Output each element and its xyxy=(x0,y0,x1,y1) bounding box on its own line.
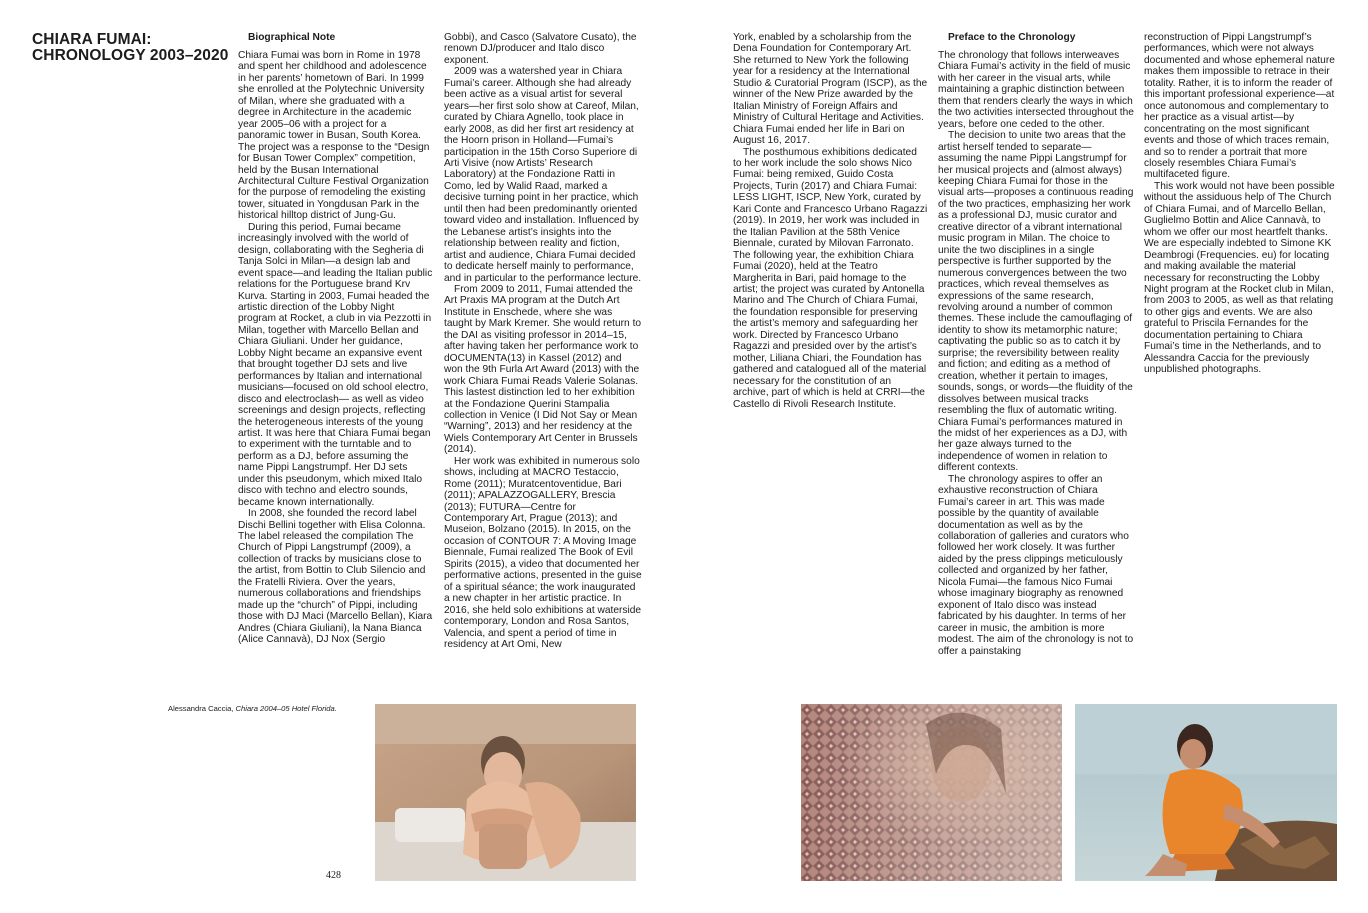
text-line: as renowned exponent of Italo disco xyxy=(938,588,1124,611)
text-line: in the visual arts—proposes a continuous xyxy=(938,175,1108,199)
text-line: at waterside contemporary, London and xyxy=(444,604,642,628)
text-line: those with DJ Maci (Marcello Bellan), xyxy=(238,611,406,623)
text-line: as well as video screenings and design xyxy=(238,393,424,417)
text-line: documented and whose ephemeral xyxy=(1144,54,1304,66)
text-line: themes. These include the camouflaging xyxy=(938,313,1121,325)
text-line: to different contexts. xyxy=(938,450,1108,474)
text-line: Bellan and Chiara Giuliani. Under her xyxy=(238,324,419,348)
text-line: them that renders clearly the ways in xyxy=(938,95,1104,107)
text-line: collection in Venice (I Did Not Say or xyxy=(444,409,609,421)
text-line: was a response to the “Design for Busan xyxy=(238,141,430,165)
text-line: di Rivoli Research Institute. xyxy=(772,398,897,410)
text-line: documentation as well as by the xyxy=(938,519,1083,531)
text-line: public relations for the Portuguese xyxy=(238,267,433,291)
text-line: won the 9th Furla Art Award (2013) with the xyxy=(444,364,640,376)
text-line: August 16, 2017. xyxy=(733,135,811,147)
text-line: international music program in Milan. The xyxy=(938,221,1123,245)
text-line: between reality and fiction; and editing as xyxy=(938,347,1120,371)
text-line: Dena Foundation for Contemporary Art. xyxy=(733,43,912,55)
text-line: Lobby Night program at the Rocket club xyxy=(1144,272,1320,295)
text-line: Muratcentoventidue, Bari (2011); xyxy=(444,478,622,502)
text-line: Fumai realized The Book of Evil Spirits xyxy=(444,547,633,570)
text-line: which the two activities intersected xyxy=(938,95,1133,119)
photo-woman-in-orange-dress-crouching xyxy=(1075,704,1337,881)
text-line: exhaustive reconstruction of Chiara xyxy=(938,485,1098,497)
text-line: Como, led by Walid Raad, marked a xyxy=(444,180,608,192)
text-line: made up the “church” of Pippi, including xyxy=(238,599,418,611)
text-line: experience—at once autonomous and xyxy=(1144,89,1335,112)
text-line: year for a residency at the International xyxy=(733,66,910,78)
text-line: was instead fabricated by his daughter. xyxy=(938,599,1097,623)
text-line: to whom we offer our most heartfelt xyxy=(1144,215,1321,238)
text-line: Ministry of Cultural Heritage and Activities. xyxy=(733,112,924,124)
text-line: taught by Mark Kremer. She would return xyxy=(444,318,630,330)
text-line: maintaining a graphic distinction between xyxy=(938,84,1125,96)
text-line: Studio & Curatorial Program (ISCP), as the xyxy=(733,77,928,89)
text-line: APALAZZOGALLERY, Brescia (2013); xyxy=(444,490,616,513)
chronology-title xyxy=(32,32,232,64)
text-line: district of Jung-Gu. xyxy=(310,210,396,222)
text-line: Ragazzi (2019). In 2019, her work was xyxy=(733,203,928,227)
text-line: the numerous convergences between the xyxy=(938,256,1112,279)
text-line: exhibition Chiara Fumai (2020), held at the xyxy=(733,249,914,273)
paragraph xyxy=(444,66,642,284)
text-line: to the performance lecture. xyxy=(519,272,642,284)
text-line: From 2009 to 2011, Fumai attended xyxy=(454,283,616,295)
text-line: 2009 was a watershed year in Chiara xyxy=(454,66,623,78)
text-line: increasingly involved with the world of xyxy=(238,233,409,245)
text-line: to dOCUMENTA(13) in Kassel (2012) and xyxy=(444,341,639,364)
paragraph xyxy=(733,147,928,410)
text-line: decisive turning point in her practice, xyxy=(444,192,610,204)
caption-author: Alessandra Caccia, xyxy=(168,704,236,713)
paragraph xyxy=(238,222,433,508)
text-line: two practices, which reveal themselves xyxy=(938,267,1127,291)
text-line: pseudonym, which mixed Italo disco xyxy=(238,473,423,497)
text-line: Art Institute in Enschede, where she was xyxy=(444,295,620,318)
text-line: catalogued all of the material necessary xyxy=(733,364,927,387)
text-line: as a DJ, with her gaze always turned to xyxy=(938,427,1128,451)
caption-work-title: Chiara 2004–05 Hotel Florida. xyxy=(235,704,337,713)
text-line: 1978 and spent her childhood and xyxy=(238,50,421,73)
text-line: Kiara Andres (Chiara Giuliani), la Nana xyxy=(238,611,433,634)
text-line: meticulously collected and organized xyxy=(938,553,1123,577)
paragraph xyxy=(444,32,642,66)
text-line: school electro, disco and electroclash— xyxy=(238,382,429,405)
text-line: This work would not have been possible xyxy=(1154,180,1335,192)
text-line: Chiara Fumai’s activity in the field of music xyxy=(938,61,1131,73)
text-line: (2015). In 2015, on the occasion of xyxy=(444,524,631,547)
text-line: oriented toward video and installation. xyxy=(444,203,638,227)
text-line: work Chiara Fumai Reads Valerie Solanas. xyxy=(444,375,639,387)
text-line: traces remain, and so to render a portrait xyxy=(1144,135,1330,158)
text-line: reader of this important professional xyxy=(1144,77,1333,101)
text-line: FUTURA—Centre for Contemporary Art, xyxy=(444,501,576,525)
text-line: Gobbi), and Casco (Salvatore Cusato), xyxy=(444,32,620,43)
text-line: unpublished photographs. xyxy=(1144,364,1262,376)
paragraph xyxy=(938,474,1134,657)
text-line: catch it by surprise; the reversibility xyxy=(938,336,1121,359)
text-line: di Tanja Solci in Milan—a design lab and xyxy=(238,244,424,268)
text-line: always) keeping Chiara Fumai for those xyxy=(938,164,1123,187)
text-line: Farronato. The following year, the xyxy=(733,238,914,261)
text-line: curator and creative director of a vibrant xyxy=(938,210,1117,233)
text-line: tracks resembling the flux of automatic xyxy=(938,393,1089,417)
text-line: of Chiara Fumai, and of Marcello Bellan, xyxy=(1144,203,1326,215)
text-line: Fumai’s career. Although she had already xyxy=(444,77,632,89)
text-line: During this period, Fumai became xyxy=(248,221,401,233)
text-line: collaboration of galleries and curators xyxy=(938,531,1108,543)
text-line: a method of creation, whether it pertain xyxy=(938,359,1111,382)
text-line: Polytechnic University of Milan, xyxy=(238,84,425,107)
text-line: ambition is more modest. The aim of the xyxy=(938,622,1105,646)
text-line: sets and live performances by Italian and xyxy=(238,359,408,382)
text-line: at the Wiels Contemporary Art Center in xyxy=(444,421,633,444)
text-line: insights into the relationship between xyxy=(444,226,612,250)
text-line: Fumai’s multifaceted figure. xyxy=(1144,157,1297,181)
text-line: Yongdusan Park in the historical hilltop xyxy=(238,198,420,222)
text-line: Bianca (Alice Cannavà), DJ Nox (Sergio xyxy=(238,622,422,646)
text-line: complementary to her practice as a visual xyxy=(1144,100,1329,124)
text-line: throughout the years, before one ceded to xyxy=(938,107,1134,130)
text-line: at MACRO Testaccio, Rome (2011); xyxy=(444,467,619,490)
text-line: 2005–06 with a project for a panoramic xyxy=(238,118,387,142)
text-line: Influenced by the Lebanese artist’s xyxy=(444,215,639,238)
text-line: design, collaborating with the Segheria xyxy=(238,244,413,256)
text-line: headed the artistic direction of the Lobby xyxy=(238,290,430,313)
text-line: at the Fondazione Querini Stampalia xyxy=(444,398,610,410)
text-line: Busan International Architectural Culture xyxy=(238,164,379,187)
text-line: years—her first solo show at Careof, Milan, xyxy=(444,100,639,112)
text-line: that more closely resembles Chiara xyxy=(1144,146,1308,169)
text-column-3 xyxy=(733,32,928,410)
text-line: the Art Praxis MA program at the Dutch xyxy=(444,283,633,307)
text-line: numerous collaborations and friendships xyxy=(238,588,421,600)
text-line: known internationally. xyxy=(277,496,375,508)
text-line: the other. xyxy=(1062,118,1105,130)
text-line: Night program at Rocket, a club in via xyxy=(238,301,395,325)
text-line: which until then had been predominantly xyxy=(444,192,639,215)
text-line: Nico Fumai whose imaginary biography xyxy=(938,576,1113,600)
text-line: York, enabled by a scholarship from the xyxy=(733,32,912,43)
text-line: nature makes them impossible to retrace xyxy=(1144,54,1335,78)
text-line: Church of Pippi Langstrumpf (2009), a xyxy=(238,542,411,554)
text-line: to the artist; the project was curated by xyxy=(733,272,907,295)
text-line: reality and fiction, artist and audience, xyxy=(444,238,620,261)
text-line: in their totality. Rather, it is to inform the xyxy=(1144,66,1330,89)
text-line: CONTOUR 7: A Moving Image Biennale, xyxy=(444,535,637,559)
text-line: in Architecture in the academic year xyxy=(238,107,412,130)
text-line: without the assiduous help of The Church xyxy=(1144,192,1332,204)
text-line: She returned to New York the following xyxy=(733,54,909,66)
paragraph xyxy=(733,32,928,147)
text-line: chronology is not to offer a painstaking xyxy=(938,634,1134,657)
text-line: The label released the compilation The xyxy=(238,531,414,543)
text-line: over by the artist’s mother, Liliana Chiari, xyxy=(733,341,917,364)
text-line: exponent. xyxy=(444,54,489,66)
text-line: Fumai’s career in art. This was made xyxy=(938,496,1105,508)
text-line: of which is held at CRRI—the Castello xyxy=(733,387,925,410)
text-line: reading of the two practices, emphasizing xyxy=(938,187,1134,210)
text-line: Teatro Margherita in Bari, paid homage xyxy=(733,261,878,284)
text-line: included in the Italian Pavilion at the 58th xyxy=(733,215,920,238)
text-line: Alessandra Caccia for the previously xyxy=(1144,352,1310,364)
text-column-4 xyxy=(938,32,1134,657)
text-line: participation in the 15th Corso Superiore xyxy=(444,146,627,158)
text-line: numerous solo shows, including xyxy=(444,455,640,479)
text-line: interests of the young artist. It was here xyxy=(238,416,424,439)
text-line: safeguarding her work. Directed by xyxy=(733,318,919,341)
text-line: Pezzotti in Milan, together with Marcello xyxy=(238,313,432,336)
text-line: artist—by concentrating on the most xyxy=(1144,112,1295,135)
text-line: performative actions, presented in the xyxy=(444,570,615,582)
text-line: where she graduated with a degree xyxy=(238,95,405,119)
text-line: are also grateful to Priscila Fernandes for xyxy=(1144,306,1313,330)
text-line: This lastest distinction led to her exhibition xyxy=(444,387,635,399)
text-line: nature; captivating the public so as to xyxy=(938,324,1118,348)
text-line: Fumai’s time in the Netherlands, and to xyxy=(1144,341,1322,353)
text-line: Dischi Bellini together with Elisa Colonna. xyxy=(238,519,426,531)
text-line: further aided by the press clippings xyxy=(938,542,1116,565)
text-line: Simone KK Deambrogi (Frequencies. xyxy=(1144,238,1332,261)
text-line: Prague (2013); and Museion, Bolzano xyxy=(444,513,618,536)
text-column-1 xyxy=(238,32,433,646)
paragraph xyxy=(938,50,1134,130)
text-line: by Kari Conte and Francesco Urbano xyxy=(733,192,921,215)
text-line: practice. In 2016, she held solo exhibitions xyxy=(444,593,622,616)
text-line: remodeling the existing tower, situated in xyxy=(238,187,426,210)
text-line: to her work include the solo shows Nico xyxy=(733,157,912,169)
text-column-5 xyxy=(1144,32,1338,376)
photo-woman-through-patterned-screen xyxy=(801,704,1062,881)
text-line: with the turntable and to perform as a xyxy=(238,439,412,462)
text-line: curated by Chiara Agnello, took place in xyxy=(444,112,624,124)
text-line: of time in residency at Art Omi, New xyxy=(444,627,617,651)
text-line: fluidity of the dissolves between musical xyxy=(938,382,1133,405)
text-line: In terms of her career in music, the xyxy=(938,611,1127,634)
text-line: Rosa Santos, Valencia, and spent a period xyxy=(444,616,630,639)
photo-woman-hugging-knees xyxy=(375,704,636,881)
title-line-1: CHIARA FUMAI: xyxy=(32,31,152,48)
text-line: The chronology that follows interweaves xyxy=(938,50,1120,61)
text-line: that Chiara Fumai began to experiment xyxy=(238,427,431,451)
biographical-note-heading: Biographical Note xyxy=(248,32,336,43)
text-line: Chiara Fumai decided to dedicate herself xyxy=(444,249,636,273)
text-line: possible by the quantity of available xyxy=(938,508,1099,520)
text-line: been active as a visual artist for several xyxy=(444,89,623,101)
text-line: writing. Chiara Fumai’s performances xyxy=(938,405,1117,428)
text-line: Projects, Turin (2017) and Chiara Fumai: xyxy=(733,180,918,192)
text-line: performances, which were not always xyxy=(1144,43,1314,55)
text-line: material necessary for reconstructing the xyxy=(1144,261,1296,284)
text-line: by her father, Nicola Fumai—the famous xyxy=(938,565,1108,588)
text-line: di Arti Visive (now Artists’ Research xyxy=(444,146,638,169)
paragraph xyxy=(238,50,433,222)
text-line: to the artist, from Bottin to Club Silencio xyxy=(238,553,422,577)
text-line: the documentation pertaining to Chiara xyxy=(1144,318,1309,341)
text-line: Festival Organization for the purpose of xyxy=(238,175,429,199)
text-line: (2015), a video that documented her xyxy=(475,558,640,570)
text-line: matured in the midst of her experiences xyxy=(938,416,1123,439)
text-line: who followed her work closely. It was xyxy=(938,531,1129,554)
text-line: revolving around a number of common xyxy=(938,301,1113,313)
text-line: Tower Complex” competition, held by the xyxy=(238,153,416,176)
text-line: as expressions of the same research, xyxy=(938,279,1110,302)
text-line: for her musical projects and (almost xyxy=(938,153,1127,176)
text-line: Fumai: being remixed, Guido Costa xyxy=(733,169,894,181)
text-line: mainly to performance, and in particular xyxy=(444,261,634,284)
title-line-2: CHRONOLOGY 2003–2020 xyxy=(32,47,229,64)
text-line: brand Krv Kurva. Starting in 2003, Fumai xyxy=(238,279,411,302)
text-line: reconstruction of Pippi Langstrumpf’s xyxy=(1144,32,1312,43)
text-line: winner of the New Prize awarded by xyxy=(733,89,897,101)
text-line: Chiara Fumai was born in Rome in xyxy=(238,50,395,61)
text-line: thanks. We are especially indebted to xyxy=(1144,226,1328,250)
text-line: Venice Biennale, curated by Milovan xyxy=(733,226,901,250)
text-line: assuming the name Pippi Langstrumpf xyxy=(938,153,1112,165)
paragraph xyxy=(1144,181,1338,376)
text-line: the renown DJ/producer and Italo disco xyxy=(444,32,637,55)
text-line: In 2008, she founded the record label xyxy=(248,508,417,520)
text-line: Antonella Marino and The Church of xyxy=(733,283,925,307)
text-line: choice to unite the two disciplines in a xyxy=(938,233,1110,256)
text-line: Langstrumpf. Her DJ sets under this xyxy=(238,462,408,485)
text-line: significant events and those of which xyxy=(1144,123,1310,147)
text-line: Francesco Urbano Ragazzi and presided xyxy=(733,329,899,353)
text-line: Chiara Fumai, the foundation responsible xyxy=(733,295,918,318)
text-line: tower in Busan, South Korea. The project xyxy=(238,130,421,153)
text-line: inaugurated a new chapter in her artistic xyxy=(444,581,636,605)
text-line: in Milan, from 2003 to 2005, as well as xyxy=(1144,283,1334,307)
text-line: Her work was exhibited in xyxy=(454,455,571,467)
paragraph xyxy=(444,456,642,651)
text-line: at the Hoorn prison in Holland—Fumai’s xyxy=(444,123,634,147)
text-line: the Foundation has gathered and xyxy=(733,352,922,376)
text-line: single perspective is further supported by xyxy=(938,244,1095,268)
paragraph xyxy=(1144,32,1338,181)
preface-heading: Preface to the Chronology xyxy=(948,32,1076,43)
text-line: Brussels (2014). xyxy=(444,432,638,456)
paragraph xyxy=(938,130,1134,474)
text-line: with techno and electro sounds, became xyxy=(238,485,408,508)
text-line: guise of a spiritual séance; the work xyxy=(444,570,642,593)
text-line: event space—and leading the Italian xyxy=(238,267,403,279)
text-line: after having taken her performance work xyxy=(444,341,627,353)
text-line: Mean “Warning”, 2013) and her residency xyxy=(444,409,638,433)
text-line: The posthumous exhibitions dedicated xyxy=(743,146,917,158)
text-line: of Bari. In 1999 she enrolled at the xyxy=(238,72,424,96)
text-line: LESS LIGHT, ISCP, New York, curated xyxy=(733,192,908,204)
text-line: projects, reflecting the heterogeneous xyxy=(238,405,426,428)
paragraph xyxy=(238,508,433,645)
text-column-2 xyxy=(444,32,642,650)
text-line: and the Fratelli Riviera. Over the years, xyxy=(238,565,426,588)
text-line: with her career in the visual arts, while xyxy=(938,72,1111,84)
text-line: international musicians—focused on old xyxy=(238,370,423,394)
text-line: collection of tracks by musicians close xyxy=(238,553,411,565)
text-line: of identity to show its metamorphic xyxy=(938,313,1133,336)
text-line: DJ, before assuming the name Pippi xyxy=(238,450,409,474)
text-line: for preserving the artist’s memory and xyxy=(733,306,918,330)
text-line: the independence of women in relation xyxy=(938,439,1097,462)
text-line: that relating to other gigs and events. We xyxy=(1144,295,1334,318)
text-line: to the DAI as visiting professor in 2014–15, xyxy=(444,318,642,341)
text-line: guidance, Lobby Night became an xyxy=(238,336,403,359)
text-line: adolescence in her parents’ hometown xyxy=(238,61,427,84)
text-line: the artist herself tended to separate— xyxy=(938,130,1126,153)
text-line: expansive event that brought together DJ xyxy=(238,347,423,371)
text-line: The chronology aspires to offer an xyxy=(948,473,1103,485)
text-line: The decision to unite two areas that xyxy=(948,130,1109,142)
text-line: eu) for locating and making available the xyxy=(1144,249,1330,273)
text-line: to images, sounds, songs, or words—the xyxy=(938,370,1108,394)
photo-caption xyxy=(168,704,337,714)
paragraph xyxy=(444,284,642,456)
page-number: 428 xyxy=(326,870,341,881)
text-line: the Italian Ministry of Foreign Affairs and xyxy=(733,89,914,112)
text-line: Laboratory) at the Fondazione Ratti in xyxy=(444,169,616,181)
text-line: early 2008, as did her first art residency xyxy=(444,123,623,135)
text-line: for the constitution of an archive, part xyxy=(733,375,892,399)
text-line: her work as a professional DJ, music xyxy=(938,198,1131,222)
text-line: Guglielmo Bottin and Alice Cannavà, xyxy=(1144,215,1310,227)
text-line: Chiara Fumai ended her life in Bari on xyxy=(733,123,905,135)
